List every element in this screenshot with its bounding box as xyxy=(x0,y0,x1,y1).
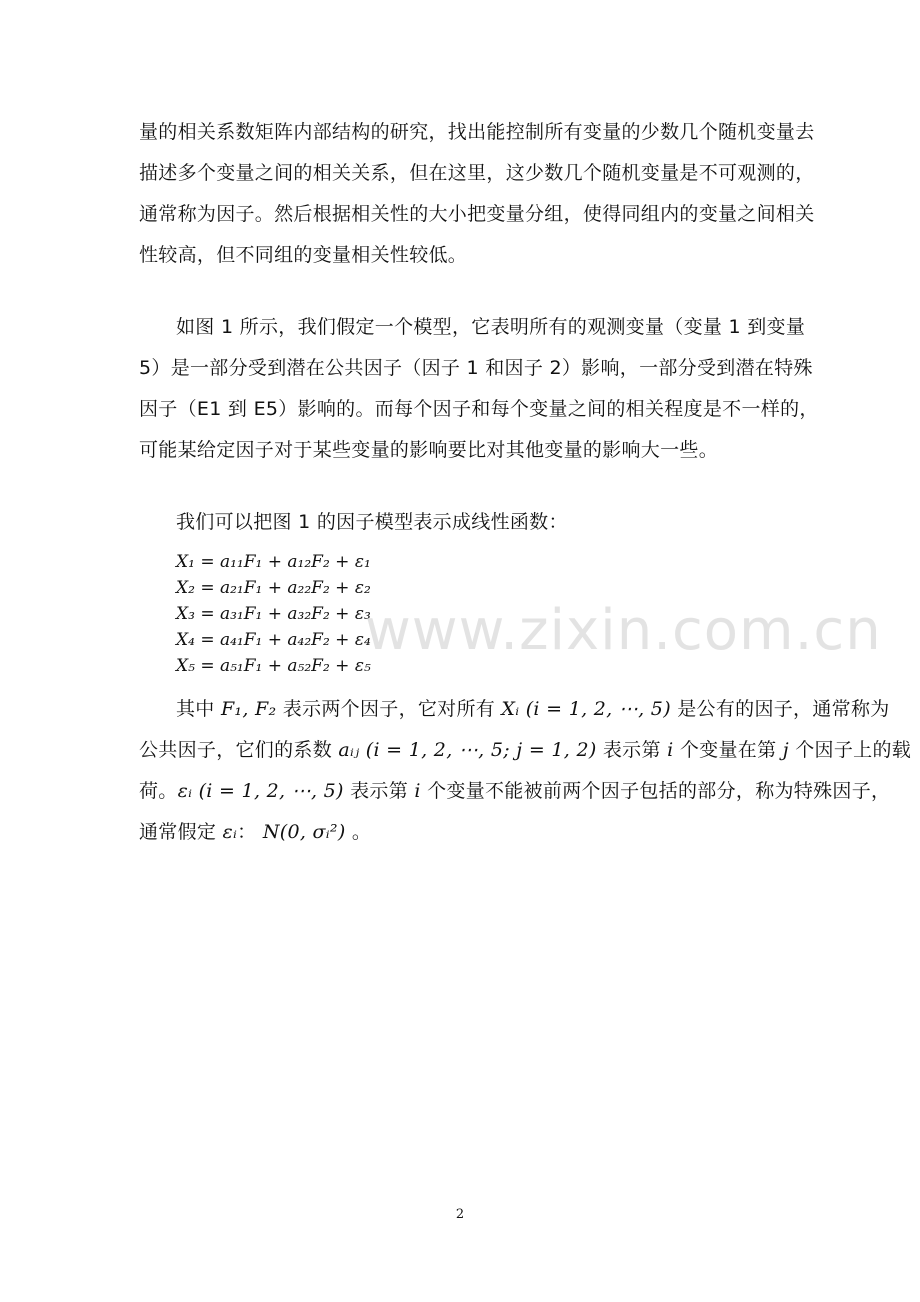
equation: X₂ = a₂₁F₁ + a₂₂F₂ + ε₂ xyxy=(176,578,371,598)
text-run: 表示第 xyxy=(343,780,415,802)
paragraph-4-line xyxy=(139,771,891,812)
page-number: 2 xyxy=(455,1207,465,1222)
inline-math: N(0, σᵢ²) xyxy=(262,821,346,843)
text-run: 个因子上的载 xyxy=(788,739,912,761)
equation-block xyxy=(176,549,371,679)
paragraph-1-line: 通常称为因子。然后根据相关性的大小把变量分组，使得同组内的变量之间相关 xyxy=(139,203,815,225)
inline-math: F₁, F₂ xyxy=(220,698,277,720)
equation: X₁ = a₁₁F₁ + a₁₂F₂ + ε₁ xyxy=(176,552,371,572)
paragraph-2 xyxy=(139,307,819,471)
inline-math: aᵢⱼ (i = 1, 2, ⋯, 5; j = 1, 2) xyxy=(338,739,597,761)
paragraph-4-line xyxy=(139,812,787,853)
text-run: 个变量不能被前两个因子包括的部分，称为特殊因子， xyxy=(420,780,891,802)
text-run: 荷。 xyxy=(139,780,178,802)
paragraph-3 xyxy=(139,502,787,543)
watermark: www.zixin.com.cn xyxy=(365,598,882,663)
text-run: 个变量在第 xyxy=(673,739,783,761)
paragraph-1-line: 描述多个变量之间的相关关系，但在这里，这少数几个随机变量是不可观测的， xyxy=(139,162,815,184)
text-run: 是公有的因子，通常称为 xyxy=(670,698,890,720)
inline-math: Xᵢ (i = 1, 2, ⋯, 5) xyxy=(501,698,671,720)
text-run: 表示第 xyxy=(596,739,668,761)
paragraph-2-line: 5）是一部分受到潜在公共因子（因子 1 和因子 2）影响，一部分受到潜在特殊 xyxy=(139,357,813,379)
text-run: 。 xyxy=(345,821,372,843)
paragraph-1-line: 性较高，但不同组的变量相关性较低。 xyxy=(139,244,468,266)
text-run: 表示两个因子，它对所有 xyxy=(276,698,502,720)
paragraph-2-line: 如图 1 所示，我们假定一个模型，它表明所有的观测变量（变量 1 到变量 xyxy=(176,316,806,338)
paragraph-4 xyxy=(139,689,912,853)
text-run: 其中 xyxy=(176,698,221,720)
paragraph-4-line xyxy=(139,689,890,730)
paragraph-2-line: 因子（E1 到 E5）影响的。而每个因子和每个变量之间的相关程度是不一样的， xyxy=(139,398,819,420)
text-run: 通常假定 xyxy=(139,821,223,843)
paragraph-3-line: 我们可以把图 1 的因子模型表示成线性函数： xyxy=(176,511,568,533)
inline-math: εᵢ (i = 1, 2, ⋯, 5) xyxy=(177,780,344,802)
inline-math: i xyxy=(414,780,421,802)
paragraph-2-line: 可能某给定因子对于某些变量的影响要比对其他变量的影响大一些。 xyxy=(139,439,719,461)
paragraph-1-line: 量的相关系数矩阵内部结构的研究，找出能控制所有变量的少数几个随机变量去 xyxy=(139,121,815,143)
paragraph-4-line xyxy=(139,730,912,771)
inline-math: j xyxy=(782,739,789,761)
inline-math: εᵢ xyxy=(222,821,238,843)
inline-math: i xyxy=(667,739,674,761)
equation: X₅ = a₅₁F₁ + a₅₂F₂ + ε₅ xyxy=(176,656,371,676)
text-run: 公共因子，它们的系数 xyxy=(139,739,339,761)
equation: X₄ = a₄₁F₁ + a₄₂F₂ + ε₄ xyxy=(176,630,371,650)
paragraph-1 xyxy=(139,112,815,276)
text-run: ： xyxy=(237,821,263,843)
equation: X₃ = a₃₁F₁ + a₃₂F₂ + ε₃ xyxy=(176,604,371,624)
